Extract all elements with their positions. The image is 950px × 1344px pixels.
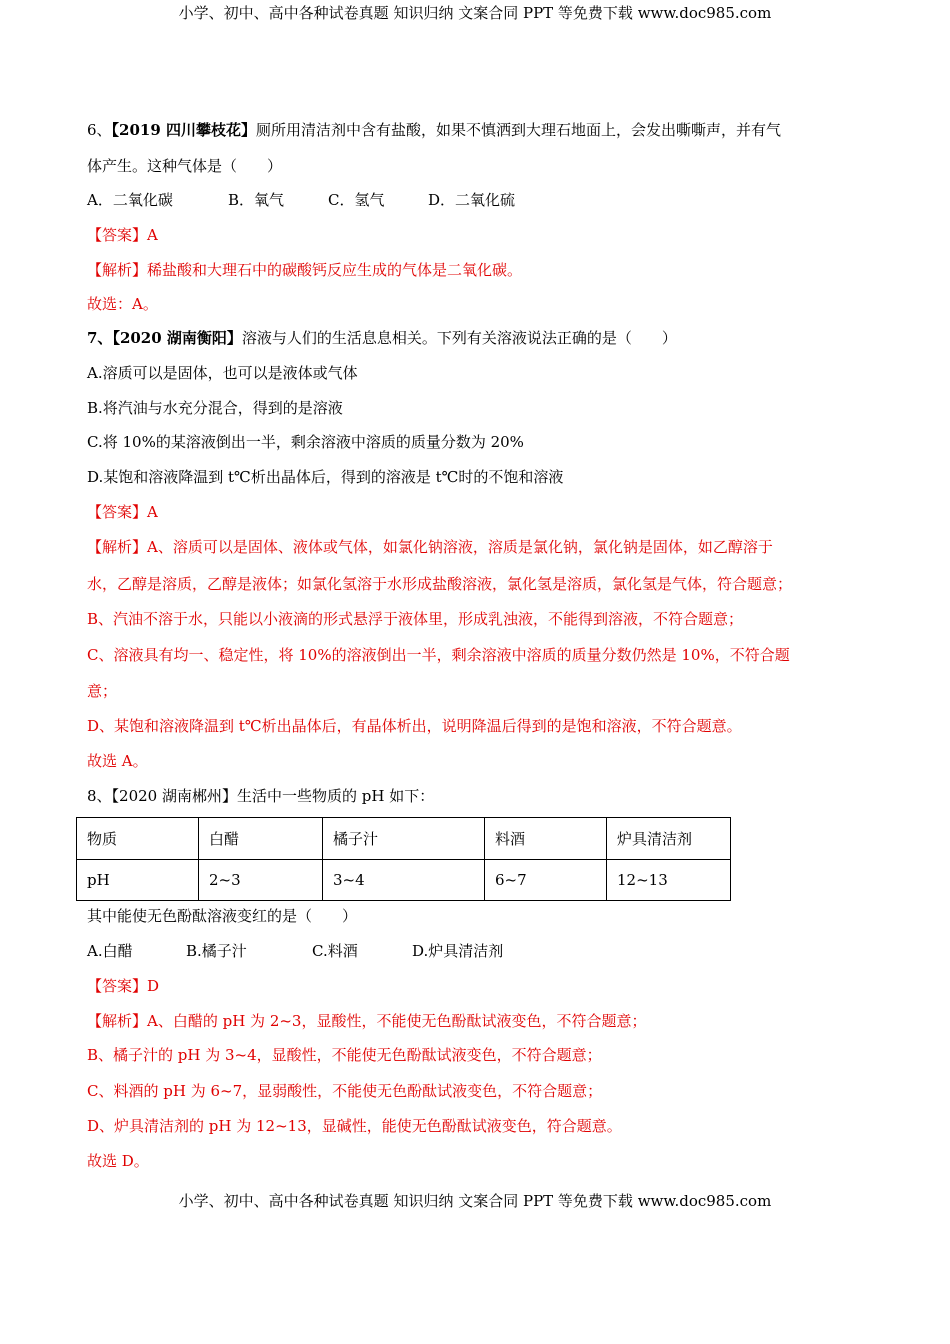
q8-options (87, 941, 503, 961)
q6-option-c: C．氢气 (328, 191, 385, 209)
ph-table (76, 817, 731, 901)
q7-option-d: D.某饱和溶液降温到 t℃析出晶体后，得到的溶液是 t℃时的不饱和溶液 (87, 468, 564, 486)
q7-source: 【2020 湖南衡阳】 (112, 329, 242, 347)
q8-stem (87, 786, 434, 806)
q6-stem-line1 (87, 120, 781, 140)
table-cell: 2~3 (199, 859, 323, 901)
q6-source: 【2019 四川攀枝花】 (111, 121, 257, 139)
q6-analysis: 【解析】稀盐酸和大理石中的碳酸钙反应生成的气体是二氧化碳。 (87, 261, 523, 279)
q7-analysis-line5: 意； (87, 682, 118, 700)
q8-analysis-line3: C、料酒的 pH 为 6~7，显弱酸性，不能使无色酚酞试液变色，不符合题意； (87, 1082, 603, 1100)
q8-question: 其中能使无色酚酞溶液变红的是（ ） (87, 907, 358, 925)
q8-option-b: B.橘子汁 (186, 942, 247, 960)
q8-answer: 【答案】D (87, 977, 160, 995)
page-footer: 小学、初中、高中各种试卷真题 知识归纳 文案合同 PPT 等免费下载 www.doc985.com (178, 1192, 772, 1210)
q8-source: 【2020 湖南郴州】 (111, 787, 237, 805)
page-header: 小学、初中、高中各种试卷真题 知识归纳 文案合同 PPT 等免费下载 www.doc985.com (178, 4, 772, 22)
q7-analysis-line4: C、溶液具有均一、稳定性，将 10%的溶液倒出一半，剩余溶液中溶质的质量分数仍然是 10%，不符合题 (87, 646, 790, 664)
table-cell: 橘子汁 (323, 818, 485, 860)
q8-option-a: A.白醋 (87, 942, 133, 960)
q8-option-d: D.炉具清洁剂 (412, 942, 504, 960)
table-cell: 白醋 (199, 818, 323, 860)
q7-stem (87, 328, 677, 348)
q6-options (87, 190, 515, 210)
q6-stem-text: 厕所用清洁剂中含有盐酸，如果不慎洒到大理石地面上，会发出嘶嘶声，并有气 (256, 121, 782, 139)
q7-option-c: C.将 10%的某溶液倒出一半，剩余溶液中溶质的质量分数为 20% (87, 433, 524, 451)
table-cell: 料酒 (485, 818, 607, 860)
table-cell: pH (77, 859, 199, 901)
q6-option-a: A．二氧化碳 (87, 191, 173, 209)
q7-number: 7、 (87, 329, 113, 347)
table-cell: 3~4 (323, 859, 485, 901)
q6-number: 6、 (87, 121, 112, 139)
ph-table-value-row (77, 859, 731, 901)
q7-analysis-line2: 水，乙醇是溶质，乙醇是液体；如氯化氢溶于水形成盐酸溶液，氯化氢是溶质，氯化氢是气体，符合题意； (87, 575, 793, 593)
q8-analysis-line4: D、炉具清洁剂的 pH 为 12~13，显碱性，能使无色酚酞试液变色，符合题意。 (87, 1117, 622, 1135)
q6-option-b: B．氧气 (228, 191, 285, 209)
q7-answer: 【答案】A (87, 503, 158, 521)
q7-option-b: B.将汽油与水充分混合，得到的是溶液 (87, 399, 343, 417)
q6-stem-line2: 体产生。这种气体是（ ） (87, 157, 283, 175)
q7-analysis-line6: D、某饱和溶液降温到 t℃析出晶体后，有晶体析出，说明降温后得到的是饱和溶液，不符合题意。 (87, 717, 742, 735)
q6-answer: 【答案】A (87, 226, 158, 244)
q6-option-d: D．二氧化硫 (428, 191, 516, 209)
q8-stem-text: 生活中一些物质的 pH 如下： (237, 787, 435, 805)
table-cell: 6~7 (485, 859, 607, 901)
table-cell: 物质 (77, 818, 199, 860)
q8-conclusion: 故选 D。 (87, 1152, 149, 1170)
q7-analysis-line3: B、汽油不溶于水，只能以小液滴的形式悬浮于液体里，形成乳浊液，不能得到溶液，不符合题意； (87, 610, 744, 628)
q7-analysis-line1: 【解析】A、溶质可以是固体、液体或气体，如氯化钠溶液，溶质是氯化钠，氯化钠是固体，如乙醇溶于 (87, 538, 773, 556)
q6-conclusion: 故选：A。 (87, 295, 158, 313)
ph-table-header-row (77, 818, 731, 860)
q7-stem-text: 溶液与人们的生活息息相关。下列有关溶液说法正确的是（ ） (241, 329, 677, 347)
q8-analysis-line1: 【解析】A、白醋的 pH 为 2~3，显酸性，不能使无色酚酞试液变色，不符合题意； (87, 1012, 647, 1030)
table-cell: 12~13 (607, 859, 731, 901)
q8-number: 8、 (87, 787, 112, 805)
q7-option-a: A.溶质可以是固体，也可以是液体或气体 (87, 364, 358, 382)
table-cell: 炉具清洁剂 (607, 818, 731, 860)
q8-analysis-line2: B、橘子汁的 pH 为 3~4，显酸性，不能使无色酚酞试液变色，不符合题意； (87, 1046, 602, 1064)
q8-option-c: C.料酒 (312, 942, 358, 960)
q7-conclusion: 故选 A。 (87, 752, 148, 770)
